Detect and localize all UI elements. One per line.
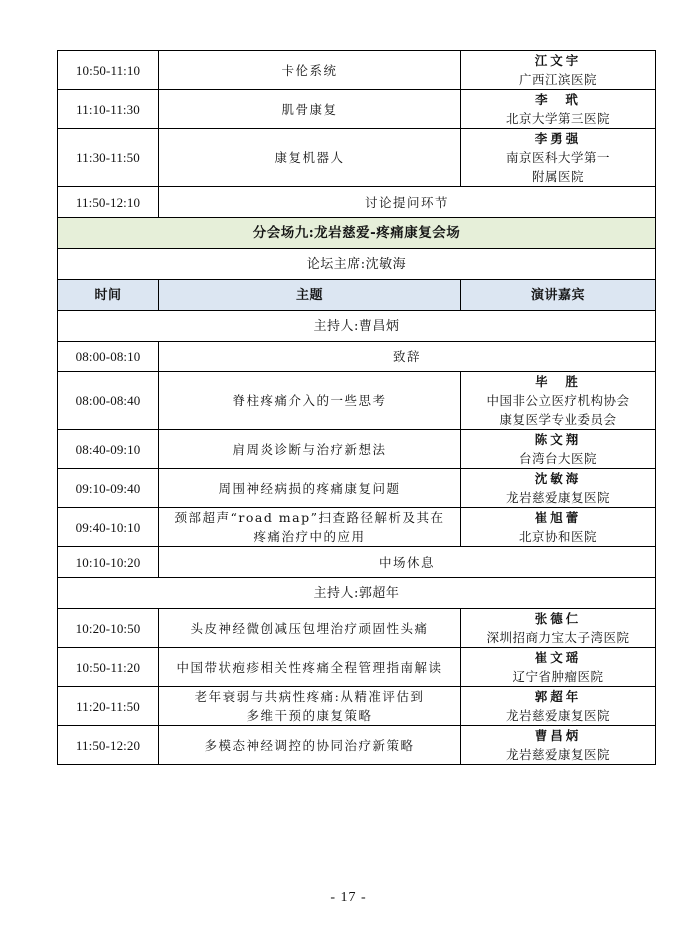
- time-cell: 11:50-12:10: [58, 187, 159, 218]
- time-cell: 08:00-08:40: [58, 372, 159, 430]
- chair-label: 主持人:曹昌炳: [58, 311, 656, 342]
- time-cell: 09:40-10:10: [58, 508, 159, 547]
- topic-cell: 周围神经病损的疼痛康复问题: [159, 469, 461, 508]
- table-row: [58, 51, 656, 90]
- forum-host-row: [58, 249, 656, 280]
- speaker-cell: [461, 90, 656, 129]
- topic-line: 颈部超声“road map”扫查路径解析及其在: [174, 510, 445, 525]
- time-cell: 11:10-11:30: [58, 90, 159, 129]
- topic-cell: 肩周炎诊断与治疗新想法: [159, 430, 461, 469]
- speaker-name: 陈文翔: [534, 432, 582, 447]
- speaker-institution: 北京协和医院: [518, 529, 597, 544]
- speaker-name: 江文宇: [534, 53, 582, 68]
- speaker-name: 李 玳: [535, 92, 581, 107]
- speaker-institution: 深圳招商力宝太子湾医院: [486, 630, 630, 645]
- speaker-name: 郭超年: [534, 689, 582, 704]
- speaker-institution: 辽宁省肿瘤医院: [512, 669, 604, 684]
- table-row: [58, 687, 656, 726]
- time-cell: 10:50-11:10: [58, 51, 159, 90]
- header-time: 时间: [58, 280, 159, 311]
- speaker-cell: [461, 430, 656, 469]
- table-row: [58, 609, 656, 648]
- time-cell: 08:00-08:10: [58, 342, 159, 372]
- speaker-institution: 北京大学第三医院: [505, 111, 610, 126]
- topic-cell: 康复机器人: [159, 129, 461, 187]
- topic-line: 老年衰弱与共病性疼痛:从精准评估到: [194, 689, 425, 704]
- table-row: [58, 372, 656, 430]
- speaker-cell: [461, 129, 656, 187]
- header-topic: 主题: [159, 280, 461, 311]
- speaker-institution: 附属医院: [531, 169, 584, 184]
- forum-host: 论坛主席:沈敏海: [58, 249, 656, 280]
- schedule-table: [57, 50, 656, 765]
- time-cell: 10:20-10:50: [58, 609, 159, 648]
- header-speaker: 演讲嘉宾: [461, 280, 656, 311]
- table-row: [58, 726, 656, 765]
- table-row: [58, 342, 656, 372]
- topic-line: 疼痛治疗中的应用: [253, 529, 366, 544]
- speaker-name: 李勇强: [534, 131, 582, 146]
- speaker-institution: 台湾台大医院: [518, 451, 597, 466]
- table-row: [58, 430, 656, 469]
- time-cell: 09:10-09:40: [58, 469, 159, 508]
- topic-cell: [159, 508, 461, 547]
- table-row: [58, 648, 656, 687]
- topic-cell: 多模态神经调控的协同治疗新策略: [159, 726, 461, 765]
- speaker-cell: [461, 726, 656, 765]
- speaker-institution: 龙岩慈爱康复医院: [505, 708, 610, 723]
- speaker-name: 崔旭蕾: [534, 510, 582, 525]
- speaker-name: 沈敏海: [534, 471, 582, 486]
- session-title: 分会场九:龙岩慈爱-疼痛康复会场: [58, 218, 656, 249]
- header-row: [58, 280, 656, 311]
- page-number: - 17 -: [330, 890, 367, 905]
- speaker-name: 崔文瑶: [534, 650, 582, 665]
- discussion-cell: 讨论提问环节: [159, 187, 656, 218]
- topic-cell: 脊柱疼痛介入的一些思考: [159, 372, 461, 430]
- speaker-institution: 康复医学专业委员会: [499, 412, 617, 427]
- opening-cell: 致辞: [159, 342, 656, 372]
- speaker-institution: 龙岩慈爱康复医院: [505, 747, 610, 762]
- speaker-cell: [461, 648, 656, 687]
- speaker-cell: [461, 51, 656, 90]
- speaker-institution: 南京医科大学第一: [505, 150, 610, 165]
- chair-row: [58, 311, 656, 342]
- speaker-cell: [461, 609, 656, 648]
- chair-row: [58, 578, 656, 609]
- speaker-cell: [461, 469, 656, 508]
- time-cell: 11:20-11:50: [58, 687, 159, 726]
- topic-cell: 肌骨康复: [159, 90, 461, 129]
- speaker-cell: [461, 687, 656, 726]
- table-row: [58, 508, 656, 547]
- table-row: [58, 129, 656, 187]
- time-cell: 11:50-12:20: [58, 726, 159, 765]
- topic-cell: [159, 687, 461, 726]
- table-row: [58, 187, 656, 218]
- break-cell: 中场休息: [159, 547, 656, 578]
- time-cell: 10:10-10:20: [58, 547, 159, 578]
- time-cell: 08:40-09:10: [58, 430, 159, 469]
- topic-line: 多维干预的康复策略: [246, 708, 373, 723]
- topic-cell: 卡伦系统: [159, 51, 461, 90]
- time-cell: 11:30-11:50: [58, 129, 159, 187]
- speaker-cell: [461, 508, 656, 547]
- topic-cell: 中国带状疱疹相关性疼痛全程管理指南解读: [159, 648, 461, 687]
- table-row: [58, 547, 656, 578]
- speaker-institution: 广西江滨医院: [518, 72, 597, 87]
- speaker-institution: 龙岩慈爱康复医院: [505, 490, 610, 505]
- session-title-row: [58, 218, 656, 249]
- speaker-name: 张德仁: [534, 611, 582, 626]
- time-cell: 10:50-11:20: [58, 648, 159, 687]
- table-row: [58, 469, 656, 508]
- speaker-name: 毕 胜: [535, 374, 581, 389]
- speaker-institution: 中国非公立医疗机构协会: [486, 393, 630, 408]
- speaker-cell: [461, 372, 656, 430]
- table-row: [58, 90, 656, 129]
- topic-cell: 头皮神经微创减压包埋治疗顽固性头痛: [159, 609, 461, 648]
- chair-label: 主持人:郭超年: [58, 578, 656, 609]
- speaker-name: 曹昌炳: [534, 728, 582, 743]
